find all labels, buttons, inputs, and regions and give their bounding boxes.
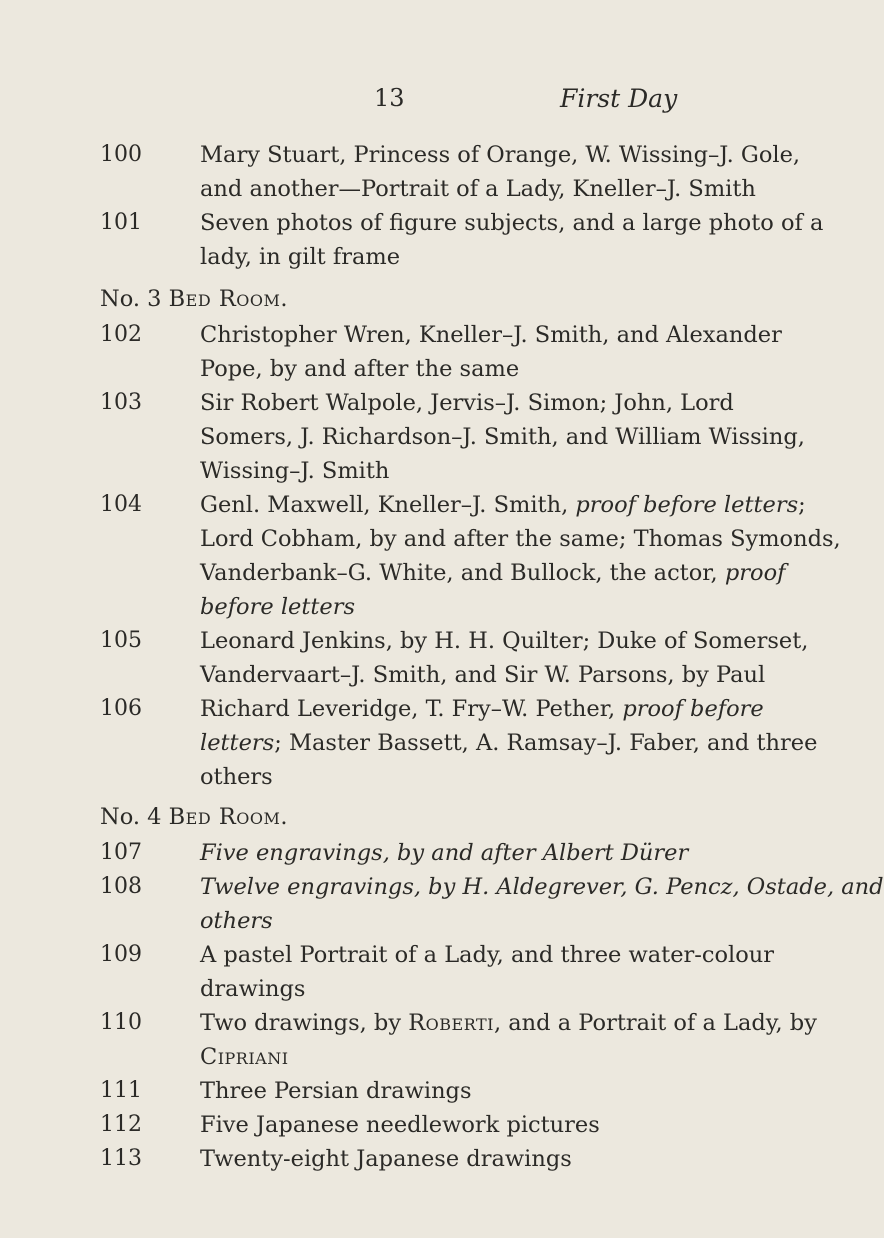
lot-line: Three Persian drawings — [200, 1078, 472, 1104]
lot-line: A pastel Portrait of a Lady, and three water-colour — [200, 942, 775, 968]
lot-description — [200, 138, 801, 206]
lot-line: Five engravings, by and after Albert Dürer — [200, 840, 689, 866]
lot-description — [200, 692, 818, 794]
lot-line: Mary Stuart, Princess of Orange, W. Wissing–J. Gole, — [200, 142, 801, 168]
text-run: Vanderbank–G. White, and Bullock, the actor, — [200, 560, 725, 586]
lot-line: Twelve engravings, by H. Aldegrever, G. Pencz, Ostade, and — [200, 874, 884, 900]
lot-number: 108 — [100, 874, 142, 899]
room-label: Bed Room. — [168, 286, 289, 312]
lot-line: Five Japanese needlework pictures — [200, 1112, 600, 1138]
italic-note: proof — [724, 560, 786, 586]
room-heading-3 — [100, 282, 288, 316]
room-heading-4 — [100, 800, 288, 834]
lot-line: Seven photos of figure subjects, and a large photo of a — [200, 210, 824, 236]
lot-line — [200, 556, 786, 590]
lot-line: Christopher Wren, Kneller–J. Smith, and Alexander — [200, 322, 782, 348]
lot-number: 112 — [100, 1112, 142, 1137]
lot-number: 105 — [100, 628, 142, 653]
lot-line: drawings — [200, 976, 306, 1002]
lot-line: others — [200, 908, 273, 934]
lot-description — [200, 938, 775, 1006]
lot-description — [200, 386, 805, 488]
page-header — [0, 84, 800, 124]
lot-description — [200, 624, 809, 692]
lot-line: Leonard Jenkins, by H. H. Quilter; Duke of Somerset, — [200, 628, 809, 654]
lot-line — [200, 488, 806, 522]
lot-number: 106 — [100, 696, 142, 721]
lot-description — [200, 1108, 695, 1142]
text-run: Richard Leveridge, T. Fry–W. Pether, — [200, 696, 623, 722]
lot-line: Vandervaart–J. Smith, and Sir W. Parsons, by Paul — [200, 662, 766, 688]
italic-note: proof before — [622, 696, 764, 722]
lot-number: 101 — [100, 210, 142, 235]
lot-number: 107 — [100, 840, 142, 865]
lot-line: Twenty-eight Japanese drawings — [200, 1146, 572, 1172]
page-number: 13 — [374, 84, 405, 112]
lot-line: lady, in gilt frame — [200, 244, 401, 270]
lot-number: 104 — [100, 492, 142, 517]
lot-description — [200, 488, 841, 624]
lot-number: 109 — [100, 942, 142, 967]
room-number: No. 4 — [100, 804, 162, 830]
lot-line: Lord Cobham, by and after the same; Thomas Symonds, — [200, 526, 841, 552]
text-run: ; Master Bassett, A. Ramsay–J. Faber, and three — [274, 730, 818, 756]
lot-description — [200, 1074, 695, 1108]
lot-description — [200, 870, 884, 938]
text-run: ; — [798, 492, 806, 518]
lot-line: Cipriani — [200, 1044, 289, 1070]
italic-note: letters — [200, 730, 275, 756]
lot-line: before letters — [200, 594, 356, 620]
lot-number: 110 — [100, 1010, 142, 1035]
lot-description — [200, 1142, 695, 1176]
lot-line: Somers, J. Richardson–J. Smith, and William Wissing, — [200, 424, 805, 450]
artist-name: Roberti — [408, 1010, 494, 1036]
lot-number: 111 — [100, 1078, 142, 1103]
room-number: No. 3 — [100, 286, 162, 312]
running-title: First Day — [560, 84, 678, 113]
lot-number: 103 — [100, 390, 142, 415]
lot-description — [200, 206, 824, 274]
lot-line — [200, 1006, 817, 1040]
lot-number: 102 — [100, 322, 142, 347]
lot-description — [200, 836, 695, 870]
lot-line — [200, 692, 764, 726]
lot-number: 100 — [100, 142, 142, 167]
lot-line: Wissing–J. Smith — [200, 458, 390, 484]
italic-note: proof before letters — [575, 492, 799, 518]
lot-description — [200, 318, 782, 386]
text-run: Two drawings, by — [200, 1010, 409, 1036]
lot-line — [200, 726, 818, 760]
lot-line: others — [200, 764, 273, 790]
lot-description — [200, 1006, 817, 1074]
lot-number: 113 — [100, 1146, 142, 1171]
lot-line: Pope, by and after the same — [200, 356, 520, 382]
room-label: Bed Room. — [168, 804, 289, 830]
text-run: Genl. Maxwell, Kneller–J. Smith, — [200, 492, 576, 518]
lot-line: Sir Robert Walpole, Jervis–J. Simon; John, Lord — [200, 390, 734, 416]
lot-line: and another—Portrait of a Lady, Kneller–J. Smith — [200, 176, 756, 202]
text-run: , and a Portrait of a Lady, by — [493, 1010, 817, 1036]
